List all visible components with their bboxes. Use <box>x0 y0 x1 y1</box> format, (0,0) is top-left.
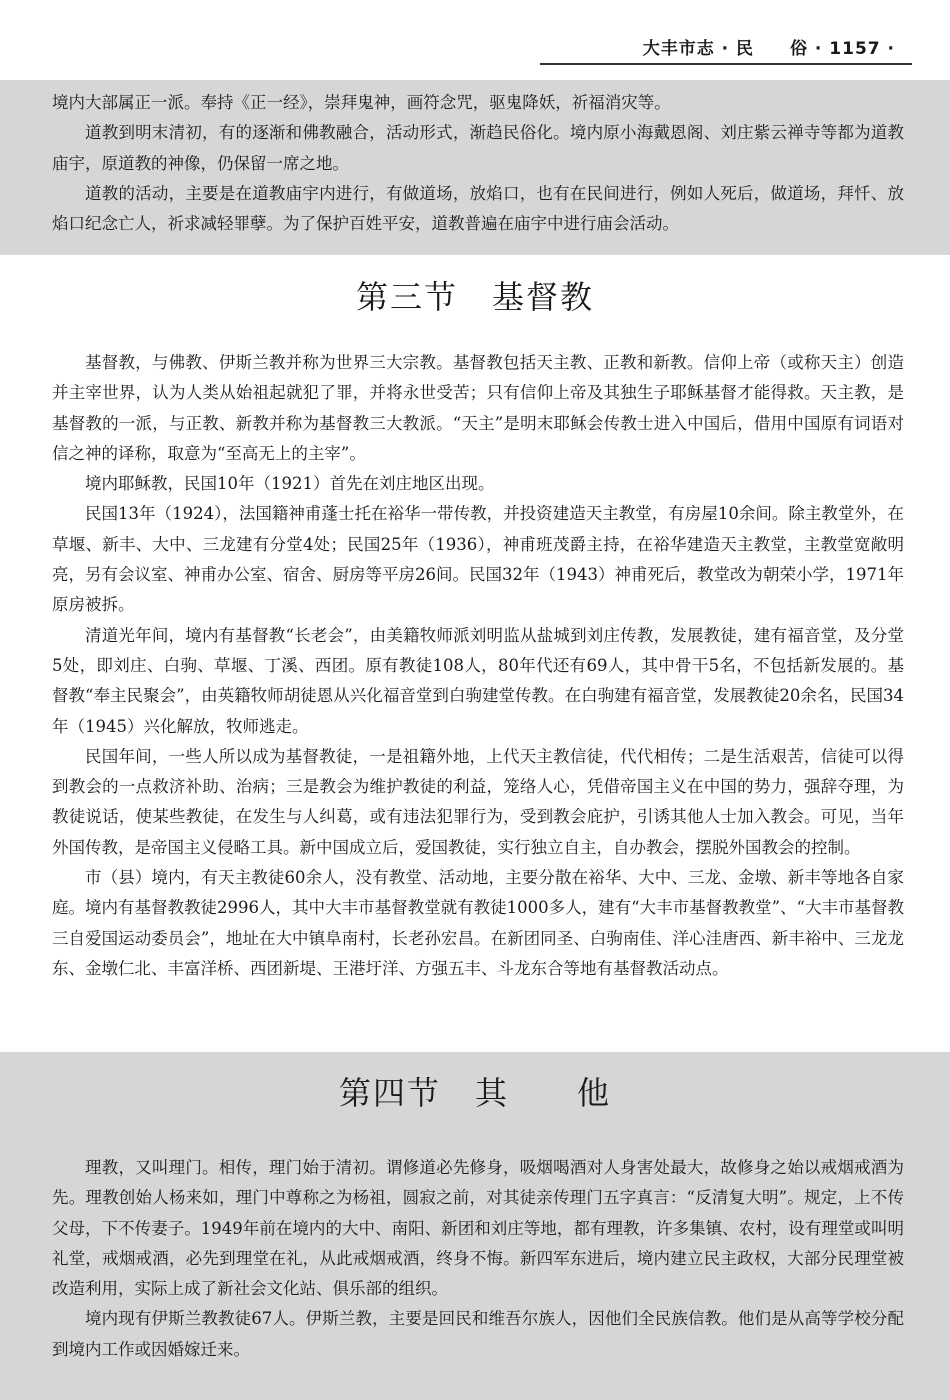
paragraph: 境内现有伊斯兰教教徒67人。伊斯兰教，主要是回民和维吾尔族人，因他们全民族信教。他们是从高等学校分配到境内工作或因婚嫁迁来。 <box>52 1309 904 1359</box>
paragraph: 市（县）境内，有天主教徒60余人，没有教堂、活动地，主要分散在裕华、大中、三龙、金墩、新丰等地各自家庭。境内有基督教教徒2996人，其中大丰市基督教堂就有教徒1000多人，建有“大丰市基督教教堂”、“大丰市基督教三自爱国运动委员会”，地址在大中镇阜南村，长老孙宏昌。在新团同圣、白驹南佳、洋心洼唐西、新丰裕中、三龙龙东、金墩仁北、丰富洋桥、西团新堤、王港圩洋、方强五丰、斗龙东合等地有基督教活动点。 <box>52 868 904 978</box>
section-4-title: 第四节 其 他 <box>338 1074 611 1112</box>
paragraph: 道教的活动，主要是在道教庙宇内进行，有做道场，放焰口，也有在民间进行，例如人死后，做道场，拜忏、放焰口纪念亡人，祈求减轻罪孽。为了保护百姓平安，道教普遍在庙宇中进行庙会活动。 <box>52 183 904 234</box>
paragraph: 境内大部属正一派。奉持《正一经》，崇拜鬼神，画符念咒，驱鬼降妖，祈福消灾等。 <box>52 93 671 112</box>
paragraph: 民国13年（1924），法国籍神甫蓬士托在裕华一带传教，并投资建造天主教堂，有房屋10余间。除主教堂外，在草堰、新丰、大中、三龙建有分堂4处；民国25年（1936），神甫班茂爵主持，在裕华建造天主教堂，主教堂宽敞明亮，另有会议室、神甫办公室、宿舍、厨房等平房26间。民国32年（1943）神甫死后，教堂改为朝荣小学，1971年原房被拆。 <box>52 504 904 615</box>
running-title: 大丰市志 · 民 俗 · 1157 · <box>642 39 895 59</box>
paragraph: 理教，又叫理门。相传，理门始于清初。谓修道必先修身，吸烟喝酒对人身害处最大，故修身之始以戒烟戒酒为先。理教创始人杨来如，理门中尊称之为杨祖，圆寂之前，对其徒亲传理门五字真言：“反清复大明”。规定，上不传父母，下不传妻子。1949年前在境内的大中、南阳、新团和刘庄等地，都有理教，许多集镇、农村，设有理堂或叫明礼堂，戒烟戒酒，必先到理堂在礼，从此戒烟戒酒，终身不悔。新四军东进后，境内建立民主政权，大部分民理堂被改造利用，实际上成了新社会文化站、俱乐部的组织。 <box>52 1158 904 1299</box>
top-continued-text <box>52 88 904 239</box>
section-3-body <box>52 348 904 984</box>
header-rule <box>540 63 912 65</box>
paragraph: 基督教，与佛教、伊斯兰教并称为世界三大宗教。基督教包括天主教、正教和新教。信仰上帝（或称天主）创造并主宰世界，认为人类从始祖起就犯了罪，并将永世受苦；只有信仰上帝及其独生子耶稣基督才能得救。天主教，是基督教的一派，与正教、新教并称为基督教三大教派。“天主”是明末耶稣会传教士进入中国后，借用中国原有词语对信之神的译称，取意为“至高无上的主宰”。 <box>52 353 904 463</box>
paragraph: 道教到明末清初，有的逐渐和佛教融合，活动形式，渐趋民俗化。境内原小海戴恩阁、刘庄紫云禅寺等都为道教庙宇，原道教的神像，仍保留一席之地。 <box>52 123 904 173</box>
paragraph: 境内耶稣教，民国10年（1921）首先在刘庄地区出现。 <box>85 474 495 494</box>
paragraph: 民国年间，一些人所以成为基督教徒，一是祖籍外地，上代天主教信徒，代代相传；二是生活艰苦，信徒可以得到教会的一点救济补助、治病；三是教会为维护教徒的利益，笼络人心，凭借帝国主义在中国的势力，强辞夺理，为教徒说话，使某些教徒，在发生与人纠葛，或有违法犯罪行为，受到教会庇护，引诱其他人士加入教会。可见，当年外国传教，是帝国主义侵略工具。新中国成立后，爱国教徒，实行独立自主，自办教会，摆脱外国教会的控制。 <box>52 746 904 857</box>
section-3-title: 第三节 基督教 <box>355 278 594 316</box>
running-header <box>0 0 950 80</box>
section-4-body <box>52 1153 904 1365</box>
paragraph: 清道光年间，境内有基督教“长老会”，由美籍牧师派刘明监从盐城到刘庄传教，发展教徒，建有福音堂，及分堂5处，即刘庄、白驹、草堰、丁溪、西团。原有教徒108人，80年代还有69人，其中骨干5名，不包括新发展的。基督教“奉主民聚会”，由英籍牧师胡徒恩从兴化福音堂到白驹建堂传教。在白驹建有福音堂，发展教徒20余名，民国34年（1945）兴化解放，牧师逃走。 <box>52 625 904 736</box>
